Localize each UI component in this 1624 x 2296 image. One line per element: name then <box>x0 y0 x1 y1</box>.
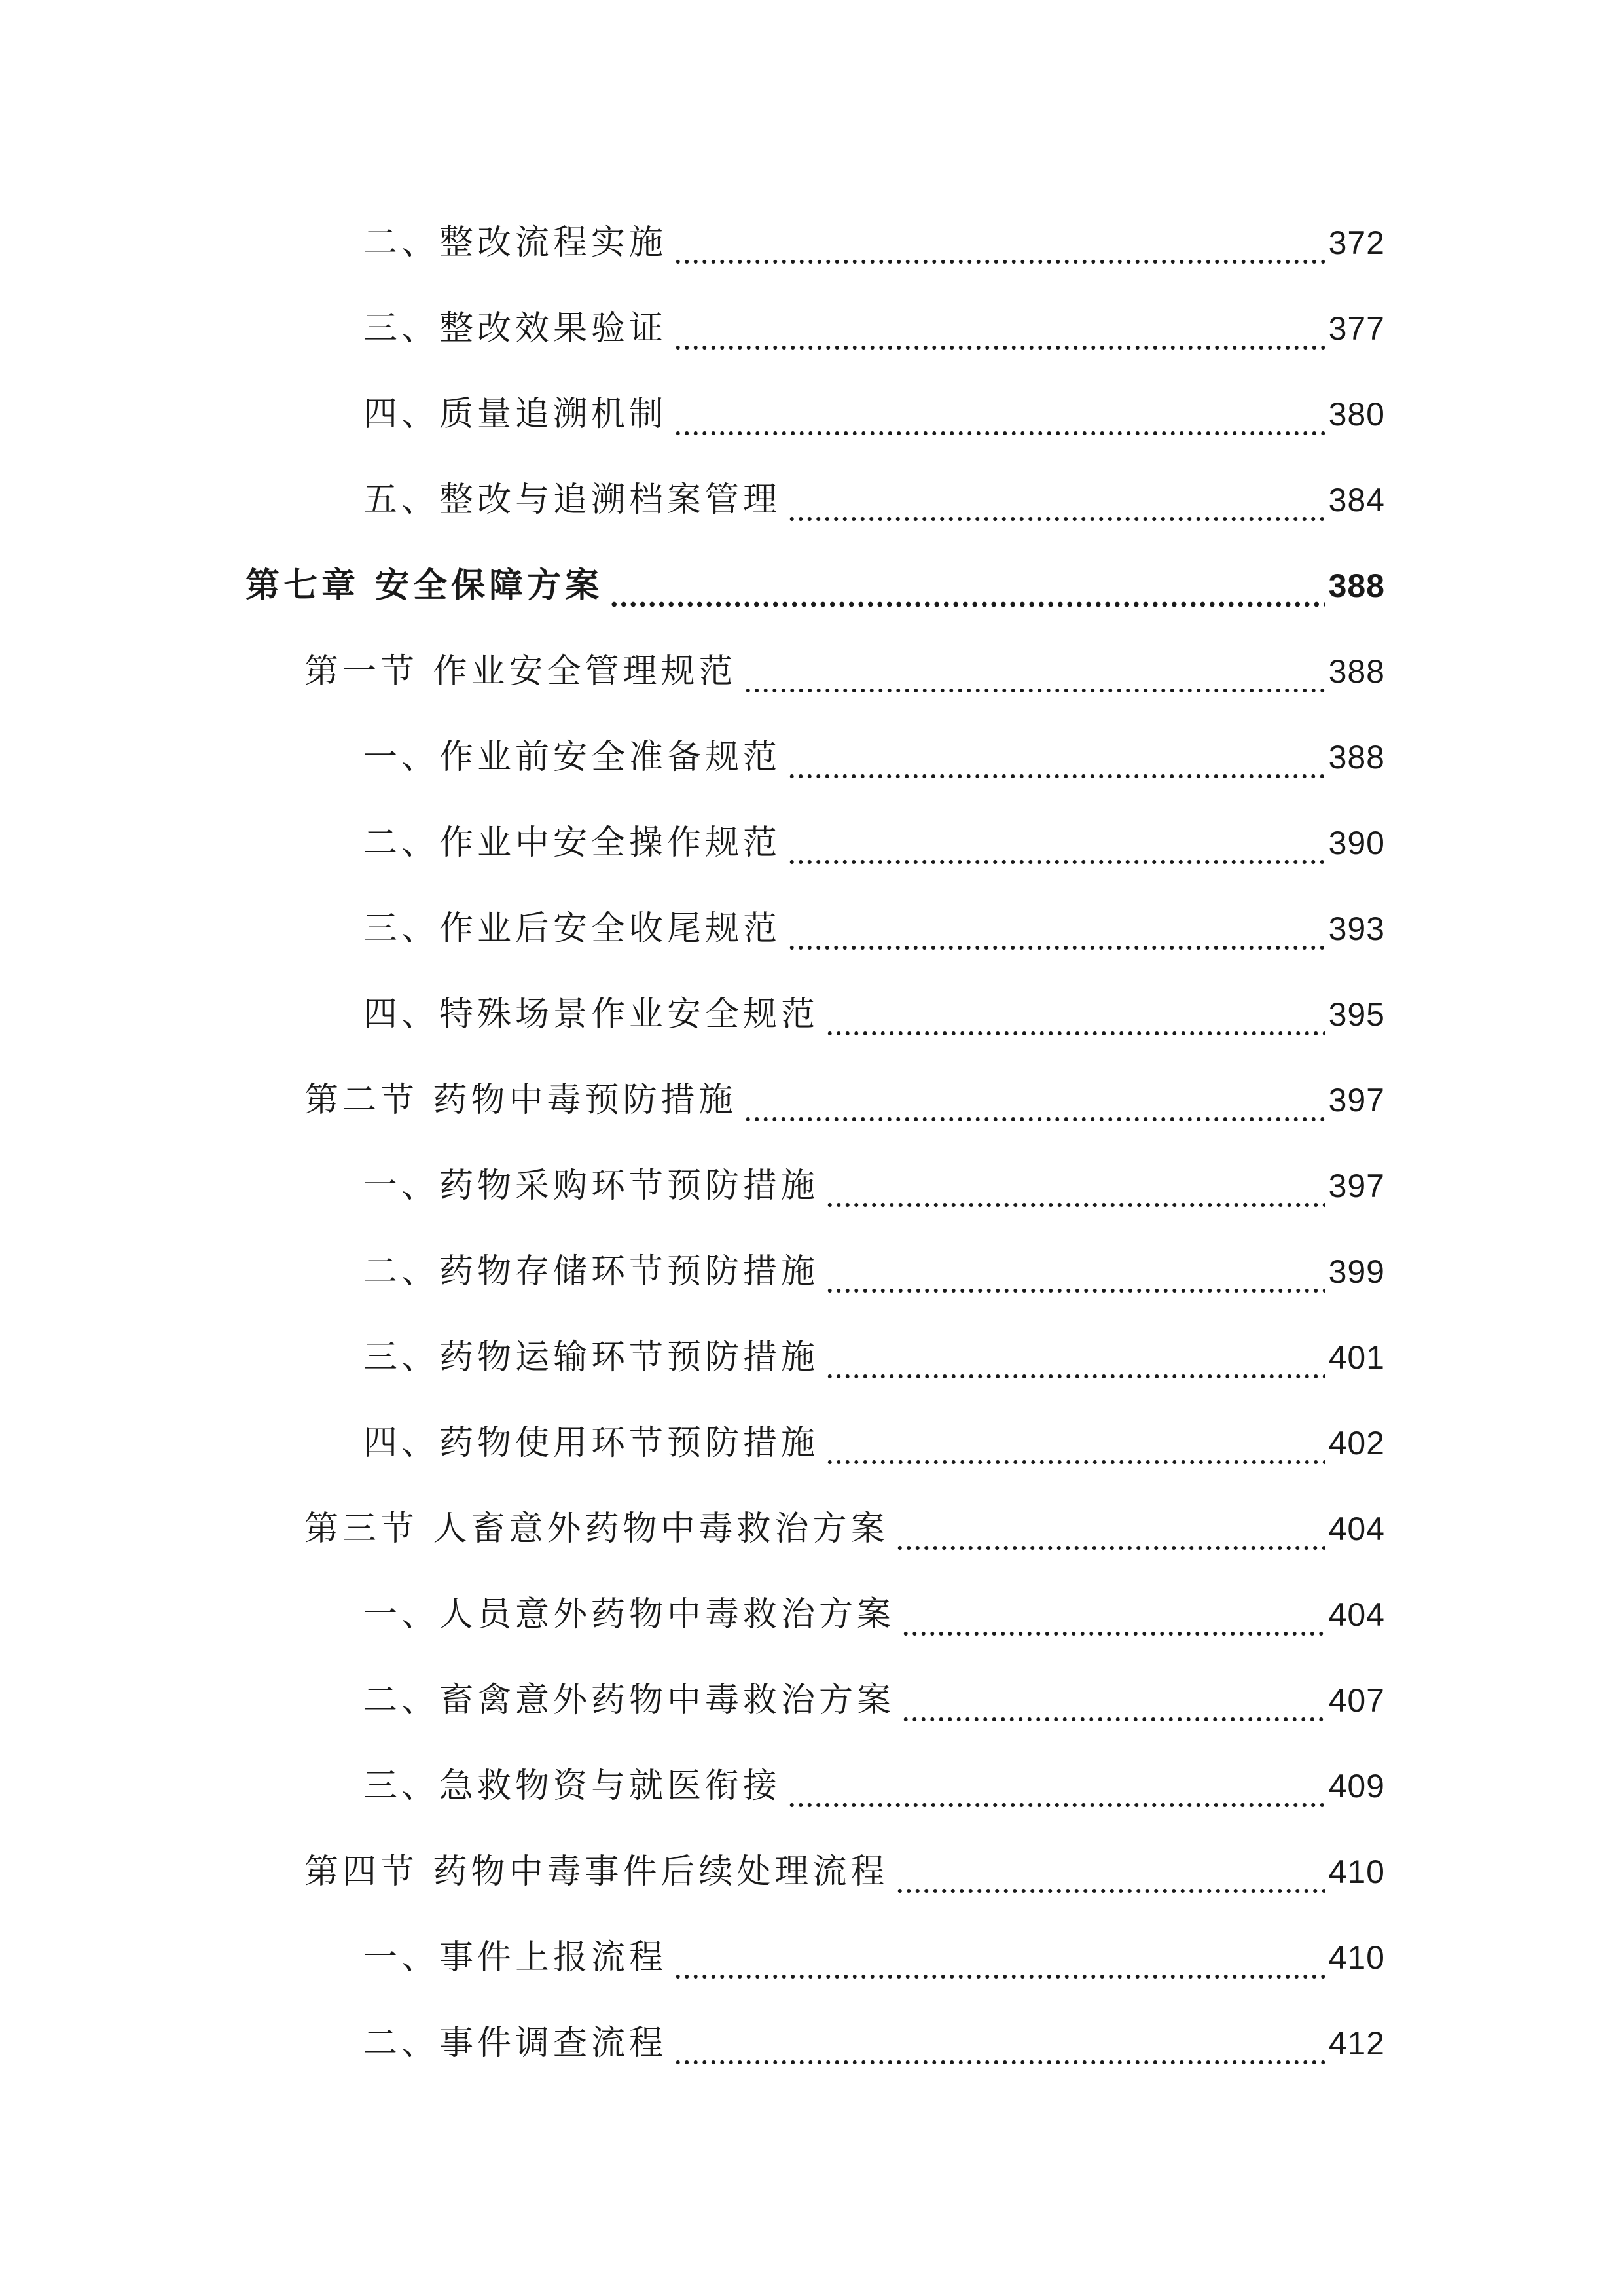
dot-leader <box>825 1175 1325 1210</box>
dot-leader <box>674 404 1325 438</box>
dot-leader <box>744 661 1325 695</box>
dot-leader <box>744 1090 1325 1124</box>
toc-entry-page: 397 <box>1328 1081 1385 1119</box>
toc-entry-label: 三、药物运输环节预防措施 <box>363 1337 820 1377</box>
toc-entry-label: 四、质量追溯机制 <box>363 394 668 434</box>
toc-entry[interactable] <box>0 1571 1624 1657</box>
toc-entry-page: 397 <box>1328 1167 1385 1204</box>
toc-entry-page: 412 <box>1328 2024 1385 2062</box>
dot-leader <box>674 318 1325 352</box>
toc-entry-label: 第二节 药物中毒预防措施 <box>304 1080 737 1120</box>
toc-entry-label: 三、作业后安全收尾规范 <box>363 908 782 948</box>
toc-entry-page: 388 <box>1328 738 1385 776</box>
toc-entry-page: 402 <box>1328 1424 1385 1462</box>
toc-entry-page: 388 <box>1328 567 1385 604</box>
dot-leader <box>825 1004 1325 1038</box>
toc-entry[interactable] <box>0 457 1624 543</box>
toc-entry-page: 377 <box>1328 310 1385 347</box>
toc-section-entry[interactable] <box>0 1829 1624 1914</box>
toc-entry-page: 404 <box>1328 1510 1385 1547</box>
toc-entry[interactable] <box>0 2000 1624 2086</box>
dot-leader <box>901 1604 1325 1638</box>
toc-entry-page: 395 <box>1328 996 1385 1033</box>
toc-entry-label: 二、事件调查流程 <box>363 2023 668 2063</box>
toc-entry-label: 一、作业前安全准备规范 <box>363 737 782 777</box>
toc-entry-page: 388 <box>1328 653 1385 690</box>
toc-entry-page: 410 <box>1328 1853 1385 1890</box>
toc-entry[interactable] <box>0 1914 1624 2000</box>
toc-entry[interactable] <box>0 1400 1624 1486</box>
toc-entry[interactable] <box>0 1143 1624 1229</box>
dot-leader <box>825 1433 1325 1467</box>
toc-entry-label: 四、特殊场景作业安全规范 <box>363 994 820 1034</box>
dot-leader <box>787 918 1325 952</box>
toc-entry-label: 一、人员意外药物中毒救治方案 <box>363 1594 895 1634</box>
dot-leader <box>609 575 1324 609</box>
dot-leader <box>787 833 1325 867</box>
toc-entry[interactable] <box>0 285 1624 371</box>
toc-entry-label: 第三节 人畜意外药物中毒救治方案 <box>304 1509 889 1549</box>
toc-entry-label: 第四节 药物中毒事件后续处理流程 <box>304 1852 889 1892</box>
toc-entry-label: 一、药物采购环节预防措施 <box>363 1166 820 1206</box>
dot-leader <box>825 1261 1325 1295</box>
toc-entry-label: 五、整改与追溯档案管理 <box>363 480 782 520</box>
dot-leader <box>787 1776 1325 1810</box>
toc-entry-page: 372 <box>1328 224 1385 261</box>
toc-entry-label: 二、作业中安全操作规范 <box>363 823 782 863</box>
toc-entry-label: 四、药物使用环节预防措施 <box>363 1423 820 1463</box>
dot-leader <box>787 490 1325 524</box>
toc-entry-page: 401 <box>1328 1338 1385 1376</box>
toc-entry[interactable] <box>0 800 1624 886</box>
dot-leader <box>901 1690 1325 1724</box>
toc-chapter-entry[interactable] <box>0 543 1624 628</box>
toc-entry[interactable] <box>0 200 1624 285</box>
toc-entry[interactable] <box>0 371 1624 457</box>
dot-leader <box>674 2033 1325 2067</box>
toc-entry-label: 二、畜禽意外药物中毒救治方案 <box>363 1680 895 1720</box>
toc-entry-page: 399 <box>1328 1253 1385 1290</box>
dot-leader <box>674 232 1325 266</box>
toc-section-entry[interactable] <box>0 628 1624 714</box>
toc-entry-page: 384 <box>1328 481 1385 518</box>
toc-entry-page: 393 <box>1328 910 1385 947</box>
toc-entry[interactable] <box>0 1657 1624 1743</box>
toc-entry-page: 380 <box>1328 395 1385 433</box>
toc-section-entry[interactable] <box>0 1486 1624 1571</box>
dot-leader <box>787 747 1325 781</box>
dot-leader <box>674 1947 1325 1981</box>
toc-section-entry[interactable] <box>0 1057 1624 1143</box>
table-of-contents <box>0 200 1624 2086</box>
toc-entry-page: 390 <box>1328 824 1385 861</box>
dot-leader <box>895 1861 1325 1895</box>
toc-entry-label: 三、急救物资与就医衔接 <box>363 1766 782 1806</box>
toc-entry[interactable] <box>0 971 1624 1057</box>
toc-entry-label: 第七章 安全保障方案 <box>245 565 604 605</box>
toc-entry[interactable] <box>0 1229 1624 1314</box>
toc-entry-label: 三、整改效果验证 <box>363 308 668 348</box>
toc-entry-page: 404 <box>1328 1596 1385 1633</box>
toc-entry[interactable] <box>0 1314 1624 1400</box>
dot-leader <box>895 1518 1325 1552</box>
toc-entry-label: 一、事件上报流程 <box>363 1937 668 1977</box>
dot-leader <box>825 1347 1325 1381</box>
toc-entry[interactable] <box>0 886 1624 971</box>
toc-entry-page: 409 <box>1328 1767 1385 1804</box>
toc-entry[interactable] <box>0 714 1624 800</box>
toc-entry-label: 二、药物存储环节预防措施 <box>363 1251 820 1291</box>
toc-entry[interactable] <box>0 1743 1624 1829</box>
toc-entry-label: 二、整改流程实施 <box>363 223 668 262</box>
toc-entry-label: 第一节 作业安全管理规范 <box>304 651 737 691</box>
toc-entry-page: 407 <box>1328 1681 1385 1719</box>
toc-entry-page: 410 <box>1328 1939 1385 1976</box>
